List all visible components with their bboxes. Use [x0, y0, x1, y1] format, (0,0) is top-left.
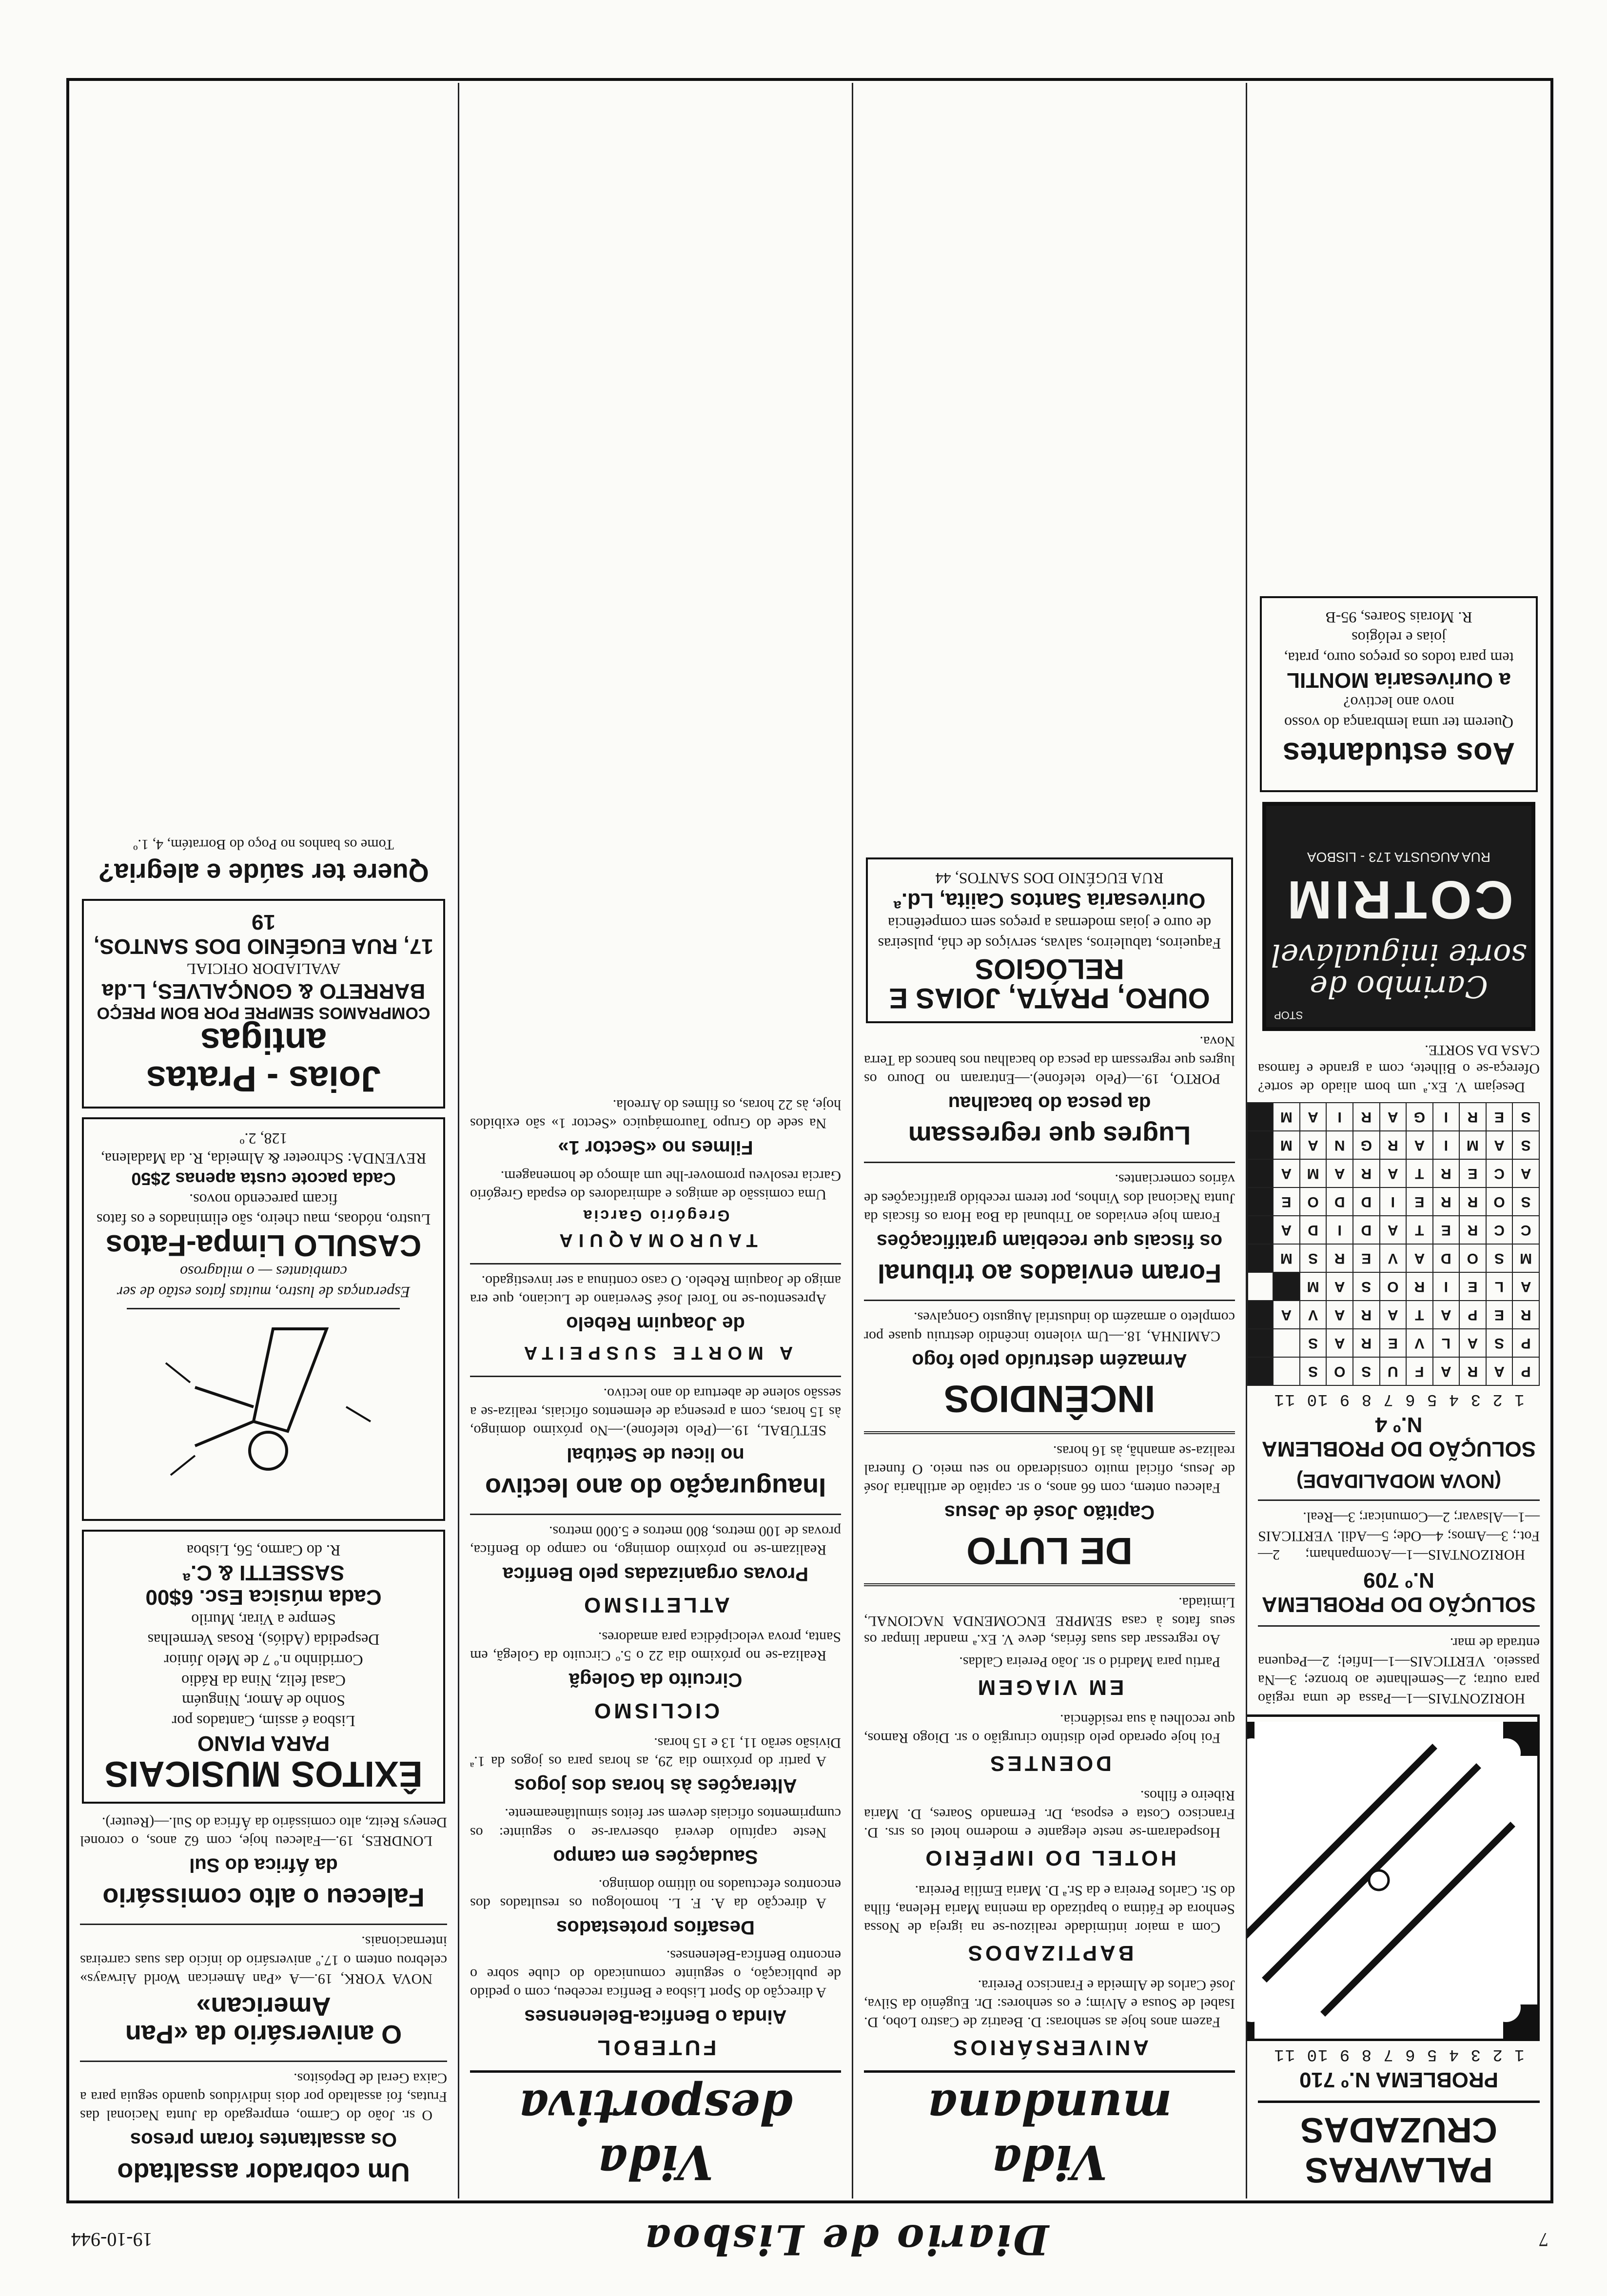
pan-american-headline: O aniversário da «Pan American»: [125, 1992, 402, 2049]
students-ad: [1260, 596, 1538, 792]
robbery-text: O sr. João do Carmo, empregado da Junta Nacional das Frutas, foi assaltado por dois indivíduos quando seguia para a Caixa Geral de Depósitos.: [80, 2070, 447, 2124]
solution-cell: R: [1353, 1103, 1380, 1131]
solution-4-grid: [1247, 1102, 1540, 1386]
health-ad: [80, 835, 447, 886]
solution-cell: [1248, 1329, 1273, 1357]
solution-cell: U: [1380, 1357, 1407, 1385]
solution-cell: T: [1406, 1159, 1433, 1187]
solution-cell: V: [1300, 1301, 1327, 1329]
students-ad-address: R. Morais Soares, 95-B: [1325, 608, 1472, 626]
music-ad-headline: ÊXITOS MUSICAIS: [104, 1754, 423, 1795]
music-ad: [82, 1530, 445, 1804]
health-ad-text: Tome os banhos no Poço do Borratém, 4, 1.º: [133, 837, 394, 853]
solution-cell: R: [1459, 1103, 1486, 1131]
trials-text: Realizam-se no próximo domingo, no campo do Benfica, provas de 100 metros, 800 metros e 5.000 metros.: [470, 1523, 841, 1558]
solution-cell: A: [1300, 1131, 1327, 1159]
antiques-ad-headline: Joias - Pratas antigas: [146, 1021, 381, 1099]
solution-cell: P: [1512, 1357, 1539, 1385]
music-title: Sempre a Virar, Murilo: [191, 1611, 336, 1629]
solution-cell: E: [1486, 1103, 1513, 1131]
music-ad-price: Cada música Esc. 6$00: [145, 1585, 382, 1610]
solution-cell: C: [1486, 1159, 1513, 1187]
greetings-headline: Saudações em campo: [553, 1846, 758, 1868]
casulo-ad-price: Cada pacote custa apenas 2$50: [131, 1169, 396, 1189]
solution-cell: [1248, 1187, 1273, 1216]
sick-label: DOENTES: [987, 1751, 1112, 1776]
solution-cell: S: [1300, 1244, 1327, 1272]
solution-709-text: HORIZONTAIS—1—Acompanham; 2—Fot.; 3—Amos; 4—Ode; 5—Adil. VERTICAIS—1—Alsavar; 2—Comunicar; 3—Real.: [1258, 1509, 1540, 1563]
school-year-text: SETÚBAL, 19.—(Pelo telefone).—No próximo domingo, às 15 horas, com a presença de elementos oficiais, realiza-se a sessão solene de abertura do ano lectivo.: [470, 1385, 841, 1439]
students-ad-shop: a Ourivesaria MONTIL: [1287, 668, 1511, 692]
solution-row: [1248, 1216, 1539, 1244]
solution-cell: O: [1380, 1272, 1407, 1301]
solution-cell: R: [1459, 1187, 1486, 1216]
solution-cell: R: [1353, 1329, 1380, 1357]
music-ad-subhead: PARA PIANO: [197, 1731, 330, 1755]
solution-row: [1248, 1187, 1539, 1216]
new-mode-label: (NOVA MODALIDADE): [1296, 1470, 1501, 1492]
solution-cell: M: [1273, 1244, 1300, 1272]
solution-cell: A: [1512, 1159, 1539, 1187]
suspicious-death-subhead: de Joaquim Rebelo: [566, 1312, 745, 1334]
jewellery-ad-headline: OURO, PRATA, JOIAS E RELÓGIOS: [889, 953, 1210, 1014]
greetings-text: Neste capítulo deverá observar-se o seguinte: os cumprimentos oficiais devem ser feitos simultâneamente.: [470, 1806, 841, 1841]
solution-cell: A: [1326, 1301, 1353, 1329]
baptisms-text: Com a maior intimidade realizou-se na igreja de Nossa Senhora de Fátima o baptizado da menina Maria Helena, filha do Sr. Carlos Pereira e da Sr.ª D. Maria Emília Pereira.: [864, 1882, 1235, 1936]
solution-cell: A: [1326, 1159, 1353, 1187]
robbery-headline: Um cobrador assaltado: [117, 2158, 410, 2187]
solution-cell: R: [1433, 1187, 1459, 1216]
hotel-text: Hospedaram-se neste elegante e moderno hotel os srs. D. Francisco Costa e esposa, Dr. Fernando Soares, D. Maria Ribeiro e filhos.: [864, 1788, 1235, 1841]
students-ad-items: tem para todos os preços ouro, prata, joias e relógios: [1284, 629, 1514, 667]
solution-cell: P: [1459, 1301, 1486, 1329]
hotel-label: HOTEL DO IMPÉRIO: [922, 1846, 1176, 1870]
solution-row: [1248, 1159, 1539, 1187]
casulo-ad-description: Lustro, nódoas, mau cheiro, são eliminados e os fatos ficam parecendo novos.: [96, 1190, 431, 1229]
antiques-ad-evaluator: AVALIADOR OFICIAL: [186, 960, 341, 978]
sick-text: Foi hoje operado pelo distinto cirurgião o sr. Diogo Ramos, que recolheu à sua residência.: [864, 1712, 1235, 1747]
circuit-text: Realiza-se no próximo dia 22 o 5.º Circuito da Golegã, em Santa, prova velocipédica para amadores.: [470, 1629, 841, 1664]
solution-cell: O: [1459, 1244, 1486, 1272]
music-ad-list: [93, 1609, 434, 1731]
benfica-headline: Ainda o Benfica-Belenenses: [524, 2006, 787, 2027]
solution-row: [1248, 1329, 1539, 1357]
anniversaries-text: Fazem anos hoje as senhoras: D. Beatriz de Castro Lobo, D. Isabel de Sousa e Alvim; e os senhores: Dr. Eugénio da Silva, José Carlos de Almeida e Francisco Pereira.: [864, 1977, 1235, 2030]
column-mundana: [853, 83, 1247, 2199]
trials-headline: Provas organizadas pelo Benfica: [503, 1563, 808, 1585]
column-desportiva: [459, 83, 853, 2199]
circuit-headline: Circuito da Golegã: [568, 1669, 743, 1691]
solution-cell: [1248, 1357, 1273, 1385]
jewellery-ad-text: Faqueiros, tabuleiros, salvas, serviços de chá, pulseiras de ouro e joias modernas a preços sem competência: [878, 915, 1221, 953]
solution-cell: E: [1433, 1216, 1459, 1244]
schedule-headline: Alterações às horas dos jogos: [514, 1775, 797, 1797]
jewellery-ad: [866, 857, 1233, 1024]
protests-text: A direcção da A. F. L. homologou os resultados dos encontros efectuados no último domingo.: [470, 1876, 841, 1911]
school-year-subhead: no liceu de Setúbal: [567, 1444, 745, 1466]
mourning-title: DE LUTO: [966, 1529, 1133, 1573]
solution-cell: D: [1300, 1216, 1327, 1244]
mundana-title: Vida mundana: [864, 2070, 1235, 2199]
solution-cell: A: [1273, 1159, 1300, 1187]
solution-cell: I: [1433, 1131, 1459, 1159]
solution-cell: [1248, 1216, 1273, 1244]
problem-710-title: PROBLEMA N.º 710: [1299, 2068, 1499, 2092]
travel-label: EM VIAGEM: [975, 1675, 1124, 1699]
mourning-text: Faleceu ontem, com 66 anos, o sr. capitão de artilharia José de Jesus, oficial muito considerado no seu meio. O funeral realiza-se amanhã, às 16 horas.: [864, 1442, 1235, 1496]
solution-row: [1248, 1357, 1539, 1385]
solution-cell: [1248, 1272, 1273, 1301]
solution-cell: S: [1512, 1131, 1539, 1159]
solution-cell: A: [1380, 1103, 1407, 1131]
music-title: Casal feliz, Nina da Rádio: [181, 1672, 346, 1690]
solution-cell: A: [1326, 1272, 1353, 1301]
solution-cell: R: [1512, 1301, 1539, 1329]
masthead: Diario de Lisboa: [642, 2216, 1049, 2264]
solution-cell: A: [1512, 1272, 1539, 1301]
solution-row: [1248, 1301, 1539, 1329]
suspicious-death-text: Apresentou-se no Torel José Severiano de Luciano, que era amigo de Joaquim Rebelo. O caso continua a ser investigado.: [470, 1272, 841, 1307]
solution-cell: E: [1459, 1159, 1486, 1187]
robbery-subhead: Os assaltantes foram presos: [130, 2129, 397, 2151]
solution-cell: S: [1353, 1357, 1380, 1385]
solution-cell: R: [1433, 1159, 1459, 1187]
cotrim-ad: [1262, 802, 1535, 1031]
bullfighting-headline: TAUROMAQUIA: [553, 1229, 758, 1250]
music-title: Despedida (Adiós), Rosas Vermelhas: [147, 1631, 380, 1649]
solution-cell: E: [1380, 1329, 1407, 1357]
solution-cell: A: [1433, 1301, 1459, 1329]
solution-cell: S: [1512, 1187, 1539, 1216]
solution-cell: L: [1433, 1329, 1459, 1357]
cycling-label: CICLISMO: [591, 1699, 720, 1723]
solution-cell: C: [1512, 1216, 1539, 1244]
solution-cell: M: [1300, 1159, 1327, 1187]
solution-cell: [1273, 1357, 1300, 1385]
solution-cell: [1273, 1272, 1300, 1301]
commissioner-text: LONDRES, 19.—Faleceu hoje, com 62 anos, o coronel Deneys Reitz, alto comissário da África do Sul.—(Reuter).: [80, 1814, 447, 1849]
solution-cell: L: [1486, 1272, 1513, 1301]
solution-cell: A: [1406, 1131, 1433, 1159]
solution-cell: D: [1326, 1187, 1353, 1216]
pan-american-text: NOVA YORK, 19.—A «Pan American World Airways» celebrou ontem o 17.º aniversário do início das suas carreiras internacionais.: [80, 1933, 447, 1987]
solution-cell: I: [1380, 1187, 1407, 1216]
schooners-headline: Lugres que regressam: [908, 1121, 1191, 1150]
mourning-headline: Capitão José de Jesus: [944, 1501, 1155, 1523]
solution-cell: [1248, 1244, 1273, 1272]
casulo-ad-tagline: Esperanças de lustro, muitas fatos estão de ser cambiantes — o milagroso: [117, 1263, 411, 1301]
solution-row: [1248, 1131, 1539, 1159]
solution-cell: R: [1406, 1272, 1433, 1301]
music-ad-address: R. do Carmo, 56, Lisboa: [186, 1542, 341, 1560]
solution-cell: D: [1353, 1216, 1380, 1244]
solution-cell: R: [1353, 1159, 1380, 1187]
jewellery-ad-shop: Ourivesaria Santos Caiita, Ld.ª: [893, 889, 1206, 913]
travel-text: Partiu para Madrid o sr. João Pereira Caldas.: [959, 1654, 1220, 1670]
suspicious-death-headline: A MORTE SUSPEITA: [518, 1342, 793, 1363]
solution-cell: A: [1380, 1301, 1407, 1329]
films-headline: Filmes no «Sector 1»: [558, 1137, 753, 1159]
solution-cell: G: [1406, 1103, 1433, 1131]
solution-cell: I: [1326, 1216, 1353, 1244]
fires-text: CAMINHA, 18.—Um violento incêndio destruiu quase por completo o armazém do industrial Augusto Gonçalves.: [864, 1309, 1235, 1344]
schooners-text: PORTO, 19.—(Pelo telefone).—Entraram no Douro os lugres que regressam da pesca do bacalhau nos bancos da Terra Nova.: [864, 1033, 1235, 1087]
solution-cell: M: [1300, 1272, 1327, 1301]
football-label: FUTEBOL: [594, 2036, 717, 2060]
protests-headline: Desafios protestados: [556, 1916, 755, 1938]
lottery-notice: Desejam V. Ex.ª um bom aliado de sorte? Ofereça-se o Bilhete, com a grande e famosa CASA DA SORTE.: [1258, 1042, 1540, 1096]
music-title: Lisboa é assim, Cantados por: [172, 1712, 355, 1730]
solution-cell: A: [1486, 1357, 1513, 1385]
solution-4-column-numbers: 1 2 3 4 5 6 7 8 9 10 11: [1273, 1390, 1525, 1409]
solution-cell: A: [1300, 1103, 1327, 1131]
antiques-ad-address: 17, RUA EUGÉNIO DOS SANTOS, 19: [94, 910, 433, 959]
solution-cell: A: [1406, 1244, 1433, 1272]
solution-cell: R: [1353, 1301, 1380, 1329]
solution-cell: R: [1459, 1216, 1486, 1244]
cotrim-address: RUA AUGUSTA 173 - LISBOA: [1307, 849, 1491, 865]
solution-cell: D: [1433, 1244, 1459, 1272]
solution-cell: [1248, 1159, 1273, 1187]
solution-cell: R: [1380, 1131, 1407, 1159]
solution-4-grid-body: [1248, 1103, 1539, 1385]
solution-cell: A: [1433, 1357, 1459, 1385]
crossword-grid-drawing: [1247, 1722, 1537, 2039]
solution-cell: S: [1486, 1329, 1513, 1357]
commissioner-headline: Faleceu o alto comissário: [102, 1883, 425, 1912]
solution-cell: M: [1273, 1131, 1300, 1159]
desportiva-title: Vida desportiva: [470, 2070, 841, 2199]
solution-cell: M: [1273, 1103, 1300, 1131]
music-ad-publisher: SASSETTI & C.ª: [182, 1561, 345, 1585]
solution-cell: F: [1406, 1357, 1433, 1385]
solution-cell: [1248, 1301, 1273, 1329]
solution-cell: E: [1406, 1187, 1433, 1216]
problem-710-column-numbers: 1 2 3 4 5 6 7 8 9 10 11: [1273, 2045, 1525, 2063]
solution-row: [1248, 1244, 1539, 1272]
solution-cell: S: [1353, 1272, 1380, 1301]
solution-cell: A: [1380, 1216, 1407, 1244]
fires-title: INCÊNDIOS: [943, 1378, 1156, 1421]
antiques-ad-text: COMPRAMOS SEMPRE POR BOM PREÇO: [97, 1003, 431, 1022]
folio-line: [71, 2203, 1548, 2277]
solution-cell: I: [1326, 1103, 1353, 1131]
solution-cell: A: [1273, 1301, 1300, 1329]
cotrim-brand: COTRIM: [1284, 869, 1513, 930]
commissioner-subhead: da África do Sul: [189, 1854, 338, 1876]
solution-cell: T: [1406, 1301, 1433, 1329]
solution-cell: S: [1486, 1244, 1513, 1272]
antiques-ad: [82, 899, 445, 1109]
schooners-subhead: da pesca do bacalhau: [948, 1092, 1151, 1114]
benfica-text: A direcção do Sport Lisboa e Benfica recebeu, com o pedido de publicação, o seguinte comunicado do clube sobre o encontro Benfica-Belenenses.: [470, 1947, 841, 2001]
inspectors-subhead: os fiscais que recebiam gratificações: [876, 1230, 1223, 1252]
solution-cell: R: [1459, 1357, 1486, 1385]
casulo-illustration-drawing: [127, 1309, 400, 1504]
schedule-text: A partir do próximo dia 29, as horas para os jogos da 1.ª Divisão serão 11, 13 e 15 horas.: [470, 1735, 841, 1770]
solution-cell: E: [1486, 1301, 1513, 1329]
films-text: Na sede do Grupo Tauromáquico «Sector 1» são exibidos hoje, às 22 horas, os filmes do Arreola.: [470, 1097, 841, 1132]
solution-cell: [1248, 1131, 1273, 1159]
inspectors-text: Foram hoje enviados ao Tribunal da Boa Hora os fiscais da Junta Nacional dos Vinhos, por terem recebido gratificações de vários comerciantes.: [864, 1171, 1235, 1225]
solution-cell: V: [1406, 1329, 1433, 1357]
solution-cell: E: [1353, 1244, 1380, 1272]
solution-cell: D: [1353, 1187, 1380, 1216]
solution-cell: P: [1512, 1329, 1539, 1357]
solution-cell: G: [1353, 1131, 1380, 1159]
solution-cell: E: [1459, 1272, 1486, 1301]
students-ad-text: Querem ter uma lembrança do vosso novo ano lectivo?: [1284, 694, 1514, 732]
column-news-ads: [69, 83, 459, 2199]
solution-row: [1248, 1103, 1539, 1131]
gregorio-text: Uma comissão de amigos e admiradores do espada Gregório Garcia resolveu promover-lhe um almoço de homenagem.: [470, 1167, 841, 1203]
solution-cell: N: [1326, 1131, 1353, 1159]
solution-cell: S: [1300, 1357, 1327, 1385]
solution-cell: A: [1486, 1131, 1513, 1159]
solution-cell: R: [1326, 1244, 1353, 1272]
gregorio-headline: Gregório Garcia: [581, 1206, 730, 1225]
solution-cell: A: [1273, 1216, 1300, 1244]
music-title: Sonho de Amor, Ninguém: [182, 1692, 345, 1710]
baptisms-label: BAPTIZADOS: [965, 1941, 1134, 1965]
antiques-ad-firm: BARRETO & GONÇALVES, L.da: [101, 979, 426, 1003]
music-title: Corridinho n.º 7 de Melo Júnior: [164, 1652, 363, 1670]
page-date: 19-10-944: [71, 2229, 153, 2251]
solution-cell: I: [1433, 1272, 1459, 1301]
solution-cell: A: [1380, 1159, 1407, 1187]
casulo-ad: [82, 1117, 445, 1521]
solution-cell: I: [1433, 1103, 1459, 1131]
cotrim-stop-label: STOP: [1274, 1009, 1303, 1022]
athletics-label: ATLETISMO: [581, 1593, 730, 1617]
solution-cell: O: [1300, 1187, 1327, 1216]
solution-cell: C: [1486, 1216, 1513, 1244]
solution-4-title: SOLUÇÃO DO PROBLEMA N.º 4: [1261, 1413, 1536, 1461]
casulo-ad-headline: CASULO Limpa-Fatos: [105, 1228, 422, 1263]
crossword-grid-710[interactable]: [1247, 1714, 1540, 2041]
travel-notice: Ao regressar das suas férias, deve V. Ex.ª mandar limpar os seus fatos à casa SEMPRE ENCOMENDA NACIONAL, Limitada.: [864, 1594, 1235, 1648]
solution-cell: [1273, 1329, 1300, 1357]
casulo-ad-resale: REVENDA: Schroeter & Almeida, R. da Madalena, 128, 2.º: [100, 1129, 427, 1168]
solution-cell: V: [1380, 1244, 1407, 1272]
solution-cell: A: [1459, 1329, 1486, 1357]
solution-cell: T: [1406, 1216, 1433, 1244]
solution-cell: M: [1459, 1131, 1486, 1159]
fires-headline: Armazém destruído pelo fogo: [912, 1349, 1187, 1371]
school-year-headline: Inauguração do ano lectivo: [485, 1472, 826, 1502]
students-ad-title: Aos estudantes: [1282, 736, 1515, 772]
solution-cell: O: [1326, 1357, 1353, 1385]
solution-cell: A: [1326, 1329, 1353, 1357]
jewellery-ad-address: RUA EUGÉNIO DOS SANTOS, 44: [935, 870, 1164, 888]
page-number: 7: [1539, 2229, 1548, 2251]
solution-cell: [1248, 1103, 1273, 1131]
inspectors-headline: Foram enviados ao tribunal: [877, 1259, 1222, 1288]
problem-710-clues: HORIZONTAIS—1—Passa de uma região para outra; 2—Semelhante ao bronze; 3—Na passeio. VERTICAIS—1—Infiel; 2—Pequena entrada de mar.: [1258, 1634, 1540, 1707]
crosswords-title: PALAVRAS CRUZADAS: [1258, 2101, 1540, 2199]
cotrim-script-text: Carimbo de sorte inigualável: [1271, 937, 1527, 1005]
solution-cell: S: [1300, 1329, 1327, 1357]
solution-cell: S: [1512, 1103, 1539, 1131]
solution-709-title: SOLUÇÃO DO PROBLEMA N.º 709: [1261, 1568, 1536, 1616]
solution-cell: M: [1512, 1244, 1539, 1272]
solution-row: [1248, 1272, 1539, 1301]
column-puzzles: [1247, 83, 1550, 2199]
solution-cell: E: [1273, 1187, 1300, 1216]
anniversaries-label: ANIVERSÁRIOS: [950, 2036, 1149, 2060]
casulo-illustration: [127, 1308, 400, 1504]
solution-cell: O: [1486, 1187, 1513, 1216]
health-ad-headline: Quere ter saúde e alegria?: [98, 858, 429, 888]
